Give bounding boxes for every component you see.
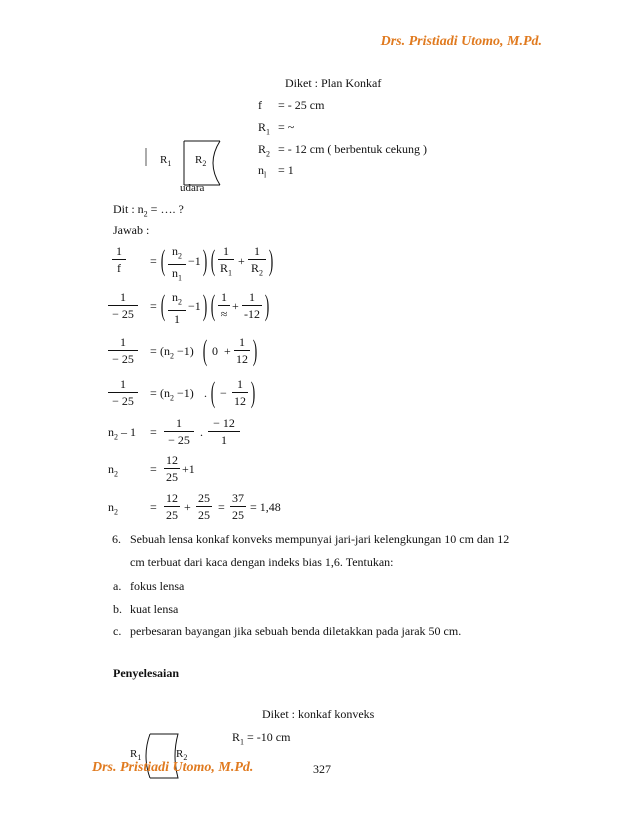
diket-f-label: f — [258, 98, 262, 112]
eq3-paren-open: ( — [202, 334, 208, 367]
item-c-label: c. — [113, 624, 122, 638]
eq7-equals: = — [150, 500, 157, 514]
eq2-inv-r1: 1 ≈ — [218, 290, 230, 321]
diket-f-value: = - 25 cm — [278, 98, 325, 112]
eq3-paren-close: ) — [252, 334, 258, 367]
eq7-fraction-a: 12 25 — [166, 491, 178, 522]
problem-number: 6. — [112, 532, 121, 546]
eq4-paren-close: ) — [250, 376, 256, 409]
item-a-label: a. — [113, 579, 122, 593]
eq1-paren-open: ( — [160, 244, 166, 277]
eq6-plus-one: +1 — [182, 462, 195, 476]
diket-r1-value: = ~ — [278, 120, 295, 134]
diket-r2-value: = - 12 cm ( berbentuk cekung ) — [278, 142, 428, 156]
eq3-lhs: 1 − 25 — [108, 335, 138, 366]
eq2-paren-open: ( — [160, 289, 166, 322]
eq2-paren-open-2: ( — [210, 289, 216, 322]
eq7-fraction-b: 25 25 — [198, 491, 210, 522]
diagram2-r2-label: $R_2$ — [176, 748, 188, 763]
eq2-inv-r2: 1 -12 — [244, 290, 260, 321]
eq7-fraction-c: 37 25 — [232, 491, 244, 522]
eq1-inv-r1: 1 $R_1$ — [219, 244, 232, 278]
penyelesaian-heading: Penyelesaian — [113, 666, 179, 680]
eq3-equals: = — [150, 344, 157, 358]
diagram1-r2-label: $R_2$ — [195, 154, 207, 169]
eq2-n-ratio: $n_2$ 1 — [168, 290, 186, 326]
eq3-zero: 0 — [212, 344, 218, 358]
lens-diagram-plan-concave — [140, 138, 230, 188]
eq4-fraction: 1 12 — [234, 377, 246, 408]
eq6-lhs: $n_2$ — [108, 462, 118, 479]
diket2-r1: $R_1 = -10$ cm — [232, 730, 291, 747]
diket-r2-label: $R_2$ — [258, 142, 271, 159]
eq4-lhs: 1 − 25 — [108, 377, 138, 408]
eq1-plus: + — [238, 254, 245, 268]
eq2-equals: = — [150, 299, 157, 313]
problem-line-2: cm terbuat dari kaca dengan indeks bias 1,6. Tentukan: — [130, 555, 394, 569]
eq7-plus: + — [184, 500, 191, 514]
eq1-minus-one: −1 — [188, 254, 201, 268]
footer-author: Drs. Pristiadi Utomo, M.Pd. — [92, 760, 254, 775]
item-b-text: kuat lensa — [130, 602, 179, 616]
item-b-label: b. — [113, 602, 122, 616]
header-author: Drs. Pristiadi Utomo, M.Pd. — [380, 34, 542, 49]
eq4-equals: = — [150, 386, 157, 400]
eq7-equals-2: = — [218, 500, 225, 514]
problem-line-1: Sebuah lensa konkaf konveks mempunyai jari-jari kelengkungan 10 cm dan 12 — [130, 532, 510, 546]
eq1-paren-close-2: ) — [268, 244, 274, 277]
eq2-paren-close-2: ) — [264, 289, 270, 322]
diagram2-r1-label: $R_1$ — [130, 748, 142, 763]
eq1-n-ratio: $n_2$ $n_1$ — [168, 244, 186, 286]
jawab-label: Jawab : — [113, 223, 150, 237]
eq5-fraction-b: − 12 1 — [208, 416, 240, 447]
eq1-inv-r2: 1 $R_2$ — [248, 244, 266, 280]
diket-title: Diket : Plan Konkaf — [285, 76, 382, 90]
diagram1-medium-label: udara — [180, 182, 205, 194]
eq6-fraction: 12 25 — [166, 453, 178, 484]
diagram1-r1-label: $R_1$ — [160, 154, 172, 169]
eq5-lhs: $n_2 - 1$ — [108, 425, 136, 442]
diket2-title: Diket : konkaf konveks — [262, 707, 375, 721]
eq6-equals: = — [150, 462, 157, 476]
eq4-neg: − — [220, 386, 227, 400]
item-c-text: perbesaran bayangan jika sebuah benda diletakkan pada jarak 50 cm. — [130, 624, 462, 638]
eq2-lhs: 1 − 25 — [108, 290, 138, 321]
page-number: 327 — [313, 762, 331, 776]
eq3-n2-minus1: $(n_2 -1)$ — [160, 344, 194, 361]
eq4-paren-open: ( — [210, 376, 216, 409]
diket-nl-label: $n_l$ — [258, 163, 267, 180]
eq2-paren-close: ) — [202, 289, 208, 322]
eq1-equals: = — [150, 254, 157, 268]
eq7-lhs: $n_2$ — [108, 500, 118, 517]
eq1-paren-open-2: ( — [210, 244, 216, 277]
eq3-plus: + — [224, 344, 231, 358]
eq7-result: = 1,48 — [250, 500, 281, 514]
eq1-lhs: 1 f — [112, 244, 126, 275]
eq4-n2-minus1: $(n_2 -1)$ — [160, 386, 194, 403]
eq3-fraction: 1 12 — [236, 335, 248, 366]
eq5-dot: . — [200, 425, 203, 439]
diket-r1-label: $R_1$ — [258, 120, 271, 137]
eq2-plus: + — [232, 299, 239, 313]
eq5-equals: = — [150, 425, 157, 439]
dit-line: Dit : $n_2$ = …. ? — [113, 202, 184, 219]
eq4-dot: . — [204, 386, 207, 400]
eq1-paren-close: ) — [202, 244, 208, 277]
diket-nl-value: = 1 — [278, 163, 294, 177]
eq5-fraction-a: 1 − 25 — [164, 416, 194, 447]
eq2-minus-one: −1 — [188, 299, 201, 313]
item-a-text: fokus lensa — [130, 579, 185, 593]
